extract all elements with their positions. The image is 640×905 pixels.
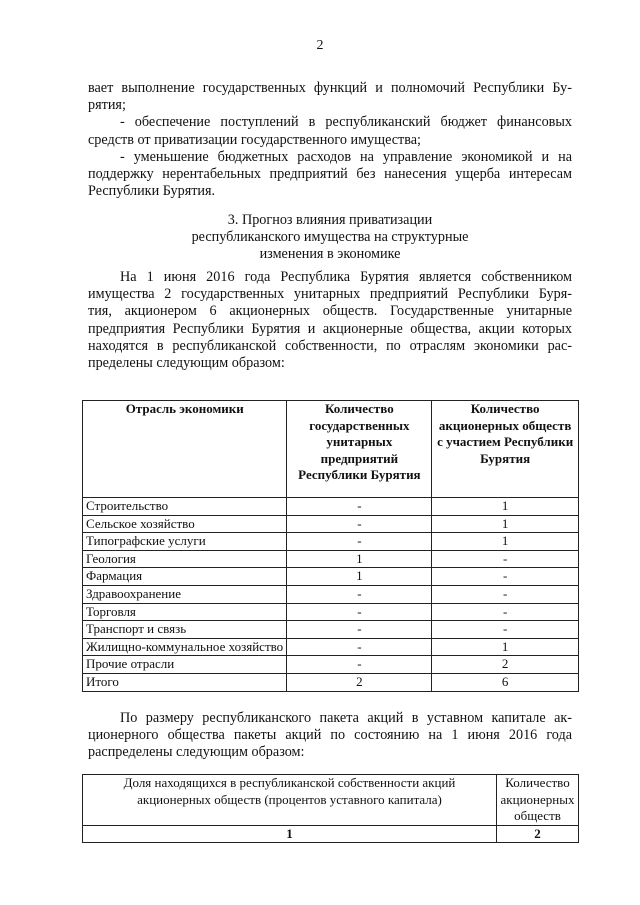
jsc-cell: 1 <box>432 515 579 533</box>
jsc-cell: 2 <box>432 656 579 674</box>
text-line: рятия; <box>88 97 126 114</box>
unitary-cell: - <box>287 515 432 533</box>
sector-cell: Итого <box>83 673 287 691</box>
unitary-cell: - <box>287 656 432 674</box>
col-header-share: Доля находящихся в республиканской собственности акций акционерных обществ (процентов уставного капитала) <box>83 775 497 826</box>
col-number-2: 2 <box>497 825 579 843</box>
unitary-cell: 1 <box>287 568 432 586</box>
jsc-cell: - <box>432 603 579 621</box>
text-line: имущества 2 государственных унитарных предприятий Республики Буря- <box>88 286 572 303</box>
jsc-cell: 1 <box>432 498 579 516</box>
jsc-cell: - <box>432 550 579 568</box>
text-line: ционерного общества пакеты акций по состоянию на 1 июня 2016 года <box>88 727 572 744</box>
heading-line: изменения в экономике <box>259 246 401 263</box>
heading-line: 3. Прогноз влияния приватизации <box>227 212 433 228</box>
unitary-cell: - <box>287 603 432 621</box>
col-header-jsc: Количество акционерных обществ с участием Республики Бурятия <box>432 401 579 498</box>
text-line: пределены следующим образом: <box>88 355 285 372</box>
text-line: средств от приватизации государственного имущества; <box>88 131 421 148</box>
stake-paragraph <box>88 710 572 762</box>
stake-table <box>82 774 579 843</box>
table-row <box>83 656 579 674</box>
table-total-row <box>83 673 579 691</box>
sector-cell: Прочие отрасли <box>83 656 287 674</box>
col-header-unitary: Количество государственных унитарных предприятий Республики Бурятия <box>287 401 432 498</box>
table-row <box>83 585 579 603</box>
table-row <box>83 603 579 621</box>
sector-cell: Фармация <box>83 568 287 586</box>
unitary-cell: - <box>287 498 432 516</box>
section-heading <box>88 212 572 264</box>
sector-cell: Типографские услуги <box>83 533 287 551</box>
numbering-row <box>83 825 579 843</box>
col-number-1: 1 <box>83 825 497 843</box>
jsc-cell: 6 <box>432 673 579 691</box>
text-line: находятся в республиканской собственности, по отраслям экономики рас- <box>88 337 572 354</box>
unitary-cell: 2 <box>287 673 432 691</box>
text-line: вает выполнение государственных функций и полномочий Республики Бу- <box>88 80 572 96</box>
ownership-paragraph <box>88 269 572 372</box>
col-header-sector: Отрасль экономики <box>83 401 287 498</box>
jsc-cell: - <box>432 568 579 586</box>
jsc-cell: - <box>432 621 579 639</box>
text-line: предприятия Республики Бурятия и акционерные общества, акции которых <box>88 320 572 337</box>
sector-cell: Здравоохранение <box>83 585 287 603</box>
text-line: - обеспечение поступлений в республиканский бюджет финансовых <box>120 114 572 131</box>
table-row <box>83 621 579 639</box>
sector-table <box>82 400 579 692</box>
col-header-count: Количество акционерных обществ <box>497 775 579 826</box>
sector-cell: Строительство <box>83 498 287 516</box>
sector-cell: Транспорт и связь <box>83 621 287 639</box>
unitary-cell: - <box>287 638 432 656</box>
sector-cell: Жилищно-коммунальное хозяйство <box>83 638 287 656</box>
text-line: тия, акционером 6 акционерных обществ. Государственные унитарные <box>88 303 572 320</box>
sector-cell: Сельское хозяйство <box>83 515 287 533</box>
unitary-cell: - <box>287 621 432 639</box>
table-row <box>83 533 579 551</box>
table-row <box>83 515 579 533</box>
table-row <box>83 550 579 568</box>
page-number: 2 <box>316 38 324 53</box>
text-line: По размеру республиканского пакета акций в уставном капитале ак- <box>120 710 572 726</box>
intro-paragraph <box>88 80 572 200</box>
table-row <box>83 498 579 516</box>
sector-cell: Торговля <box>83 603 287 621</box>
text-line: распределены следующим образом: <box>88 744 305 761</box>
text-line: Республики Бурятия. <box>88 183 216 200</box>
jsc-cell: - <box>432 585 579 603</box>
text-line: - уменьшение бюджетных расходов на управление экономикой и на <box>120 148 572 165</box>
sector-cell: Геология <box>83 550 287 568</box>
table-row <box>83 568 579 586</box>
unitary-cell: 1 <box>287 550 432 568</box>
heading-line: республиканского имущества на структурные <box>191 229 469 246</box>
unitary-cell: - <box>287 585 432 603</box>
unitary-cell: - <box>287 533 432 551</box>
text-line: поддержку нерентабельных предприятий без нанесения ущерба интересам <box>88 166 572 183</box>
text-line: На 1 июня 2016 года Республика Бурятия является собственником <box>120 269 572 285</box>
jsc-cell: 1 <box>432 638 579 656</box>
jsc-cell: 1 <box>432 533 579 551</box>
table-row <box>83 638 579 656</box>
